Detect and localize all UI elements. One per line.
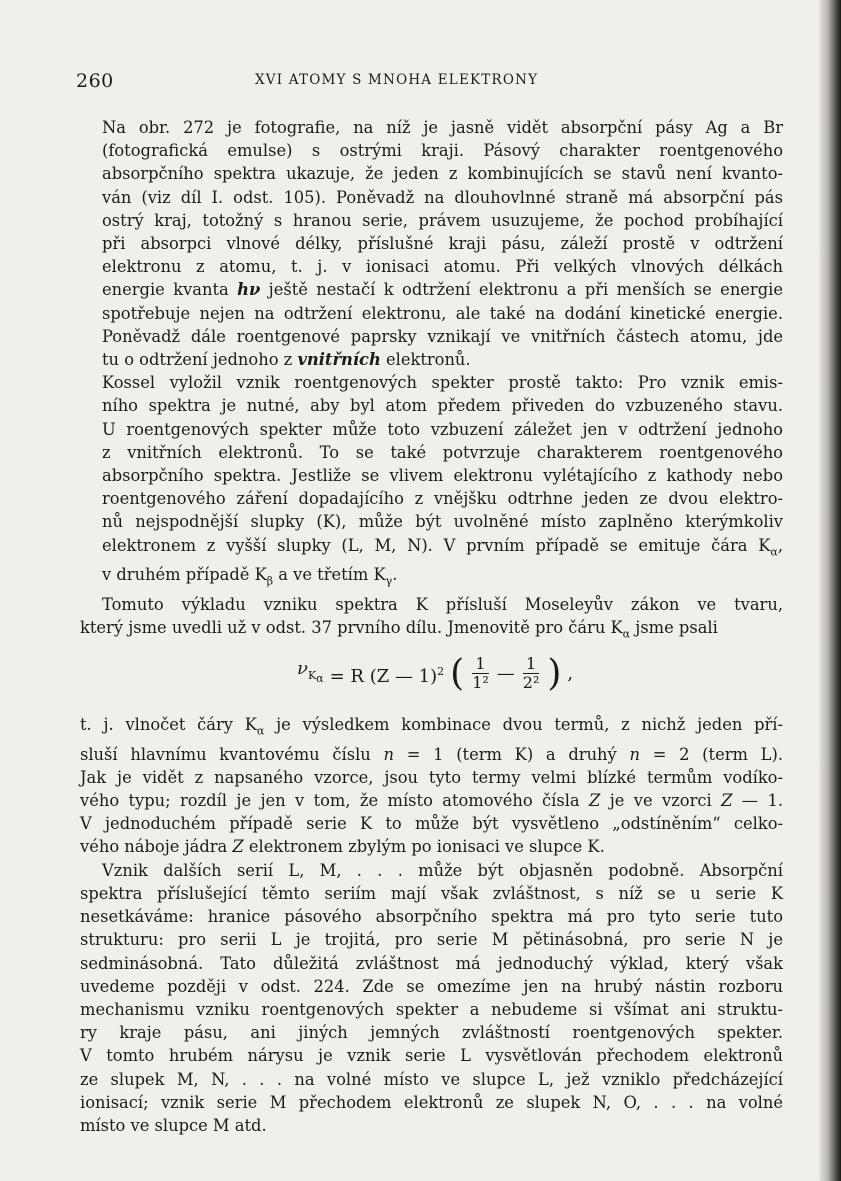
- text-line: t. j. vlnočet čáry $K_\alpha$ je výsledkem kombinace dvou termů, z nichž jeden pří-: [80, 715, 783, 738]
- fraction-two: $\frac{1}{\text{2²}}$: [522, 654, 540, 693]
- text-line: vého typu; rozdíl je jen v tom, že místo atomového čísla Z je ve vzorci Z — 1.: [80, 791, 783, 811]
- paragraph-wavenumber: [80, 713, 783, 858]
- text-line: ostrý kraj, totožný s hranou serie, právem usuzujeme, že pochod probíhající: [102, 210, 783, 230]
- formula-comma: ,: [567, 663, 574, 685]
- text-line: který jsme uvedli už v odst. 37 prvního dílu. Jmenovitě pro čáru $K_\alpha$ jsme psali: [80, 617, 718, 641]
- text-line: nesetkáváme: hranice pásového absorpčního spektra má pro tyto serie tuto: [80, 907, 783, 927]
- text-line: energie kvanta hν ještě nestačí k odtržení elektronu a při menších se energie: [102, 280, 783, 300]
- text-line: sluší hlavnímu kvantovému číslu n = 1 (term K) a druhý n = 2 (term L).: [80, 744, 784, 764]
- text-line: V jednoduchém případě serie K to může být vysvětleno „odstíněním“ celko-: [80, 814, 783, 834]
- text-line: spotřebuje nejen na odtržení elektronu, ale také na dodání kinetické energie.: [102, 303, 783, 323]
- text-line: z vnitřních elektronů. To se také potvrzuje charakterem roentgenového: [102, 442, 783, 462]
- running-head: XVI ATOMY S MNOHA ELEKTRONY: [255, 72, 539, 88]
- formula-lhs: $\nu_{K_\alpha}$: [297, 658, 324, 685]
- text-line: strukturu: pro serii L je trojitá, pro serie M pětinásobná, pro serie N je: [80, 930, 783, 950]
- body-text: [80, 116, 783, 1137]
- text-line: uvedeme později v odst. 224. Zde se omezíme jen na hrubý nástin rozboru: [80, 976, 783, 996]
- text-line: absorpčního spektra. Jestliže se vlivem elektronu vylétajícího z kathody nebo: [102, 466, 783, 486]
- moseley-formula: $\nu_{K_\alpha}$ = R (Z — 1)$^2$ ( $\frac{1}{\text{1²}}$ — $\frac{1}{\text{2²}}$ ) ,: [297, 652, 574, 694]
- text-line: mechanismu vzniku roentgenových spekter a nebudeme si všímat ani struktu-: [80, 999, 783, 1019]
- text-line: ního spektra je nutné, aby byl atom předem přiveden do vzbuzeného stavu.: [102, 396, 783, 416]
- text-line: spektra příslušející těmto seriím mají však zvláštnost, s níž se u serie K: [80, 883, 783, 903]
- page-number: 260: [76, 70, 114, 92]
- text-line: ionisací; vznik serie M přechodem elektronů ze slupek N, O, . . . na volné: [80, 1092, 783, 1112]
- text-line: absorpčního spektra ukazuje, že jeden z kombinujících se stavů není kvanto-: [102, 164, 783, 184]
- text-line: v druhém případě $K_\beta$ a ve třetím $K_\gamma$.: [102, 565, 398, 588]
- paragraph-absorption: [80, 116, 783, 371]
- text-line: ry kraje pásu, ani jiných jemných zvláštností roentgenových spekter.: [80, 1023, 783, 1043]
- text-line: (fotografická emulse) s ostrými kraji. Pásový charakter roentgenového: [102, 141, 783, 161]
- text-line: ván (viz díl I. odst. 105). Poněvadž na dlouhovlnné straně má absorpční pás: [102, 187, 783, 207]
- text-line: elektronem z vyšší slupky (L, M, N). V prvním případě se emituje čára $K_\alpha$,: [102, 535, 783, 558]
- text-line: Poněvadž dále roentgenové paprsky vznikají ve vnitřních částech atomu, jde: [102, 326, 783, 346]
- text-line: místo ve slupce M atd.: [80, 1115, 267, 1135]
- text-line: vého náboje jádra Z elektronem zbylým po ionisaci ve slupce K.: [80, 837, 605, 857]
- text-line: Vznik dalších serií L, M, . . . může být objasněn podobně. Absorpční: [102, 860, 783, 880]
- paragraph-further-series: [80, 859, 783, 1137]
- text-line: Tomuto výkladu vzniku spektra K přísluší Moseleyův zákon ve tvaru,: [102, 594, 783, 614]
- text-line: Jak je vidět z napsaného vzorce, jsou tyto termy velmi blízké termům vodíko-: [80, 767, 783, 787]
- text-line: nů nejspodnější slupky (K), může být uvolněné místo zaplněno kterýmkoliv: [102, 512, 783, 532]
- text-line: U roentgenových spekter může toto vzbuzení záležet jen v odtržení jednoho: [102, 419, 783, 439]
- text-line: elektronu z atomu, t. j. v ionisaci atomu. Při velkých vlnových délkách: [102, 257, 783, 277]
- formula-rhs: = R (Z — 1)$^2$: [329, 664, 445, 687]
- text-line: při absorpci vlnové délky, příslušné kraji pásu, záleží prostě v odtržení: [102, 234, 783, 254]
- paragraph-kossel: [80, 371, 783, 592]
- book-spine-shadow: [819, 0, 841, 1181]
- formula-minus: —: [496, 663, 515, 685]
- text-line: sedminásobná. Tato důležitá zvláštnost má jednoduchý výklad, který však: [80, 953, 783, 973]
- fraction-one: $\frac{1}{\text{1²}}$: [472, 654, 489, 693]
- text-line: Na obr. 272 je fotografie, na níž je jasně vidět absorpční pásy Ag a Br: [102, 118, 783, 137]
- text-line: Kossel vyložil vznik roentgenových spekter prostě takto: Pro vznik emis-: [102, 373, 783, 393]
- text-line: roentgenového záření dopadajícího z vnějšku odtrhne jeden ze dvou elektro-: [102, 489, 783, 509]
- text-line: ze slupek M, N, . . . na volné místo ve slupce L, jež vzniklo předcházející: [80, 1069, 783, 1089]
- text-line: tu o odtržení jednoho z vnitřních elektronů.: [102, 350, 471, 370]
- text-line: V tomto hrubém nárysu je vznik serie L vysvětlován přechodem elektronů: [80, 1046, 783, 1066]
- paragraph-moseley: [80, 593, 783, 646]
